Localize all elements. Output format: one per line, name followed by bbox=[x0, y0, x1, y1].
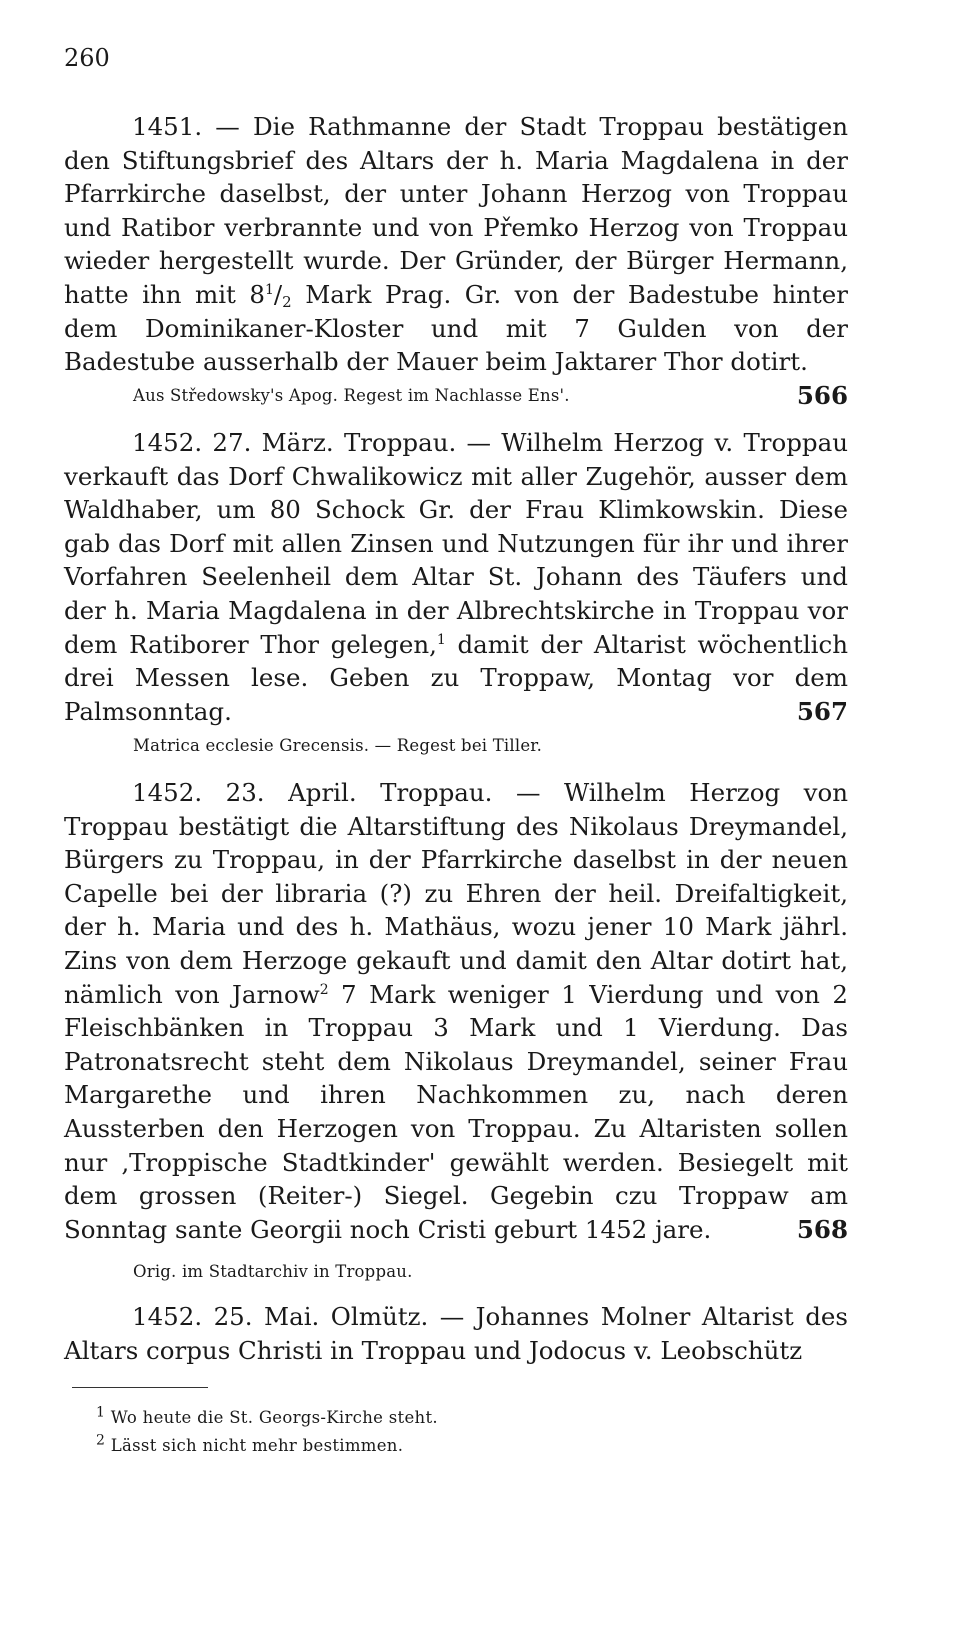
footnote-ref: 1 bbox=[436, 631, 446, 648]
entry-source: Aus Středowsky's Apog. Regest im Nachlasse Ens'. bbox=[133, 386, 570, 405]
fraction-numerator: 1 bbox=[264, 281, 274, 298]
footnote-text: Lässt sich nicht mehr bestimmen. bbox=[110, 1436, 404, 1455]
entry-text-after: Mark Prag. Gr. von der Badestube hinter dem Dominikaner-Kloster und mit 7 Gulden von der Badestube ausserhalb der Mauer beim Jaktarer Thor dotirt. bbox=[64, 279, 848, 377]
entry-text bbox=[64, 776, 848, 1246]
entry-text: 1451. — Die Rathmanne der Stadt Troppau bestätigen den Stiftungsbrief des Altars der h. Maria Magdalena in der Pfarrkirche daselbst, der unter Johann Herzog von Troppau und Ratibor verbrannte und von Přemko Herzog von Troppau wieder hergestellt wurde. Der Gründer, der Bürger Hermann, hatte ihn mit $8^1/_2$ Mark Prag. Gr. von der Badestube hinter dem Dominikaner-Kloster und mit 7 Gulden von der Badestube ausserhalb der Mauer beim Jaktarer Thor dotirt. 566 bbox=[64, 110, 848, 379]
footnote-text: Wo heute die St. Georgs-Kirche steht. bbox=[110, 1408, 438, 1427]
footnote-mark: 1 bbox=[96, 1404, 106, 1421]
entry-number: 566 bbox=[796, 380, 848, 410]
entry-text-after: damit der Altarist wöchentlich drei Messen lese. Geben zu Troppaw, Montag vor dem Palmsonntag. bbox=[64, 629, 848, 726]
entry-text: 1452. 25. Mai. Olmütz. — Johannes Molner Altarist des Altars corpus Christi in Troppau und Jodocus v. Leobschütz bbox=[64, 1302, 848, 1365]
entry-text-before: 1452. 23. April. Troppau. — Wilhelm Herzog von Troppau bestätigt die Altarstiftung des Nikolaus Dreymandel, Bürgers zu Troppau, in der Pfarrkirche daselbst in der neuen Capelle bei der libraria (?) zu Ehren der heil. Dreifaltigkeit, der h. Maria und des h. Mathäus, wozu jener 10 Mark jährl. Zins von dem Herzoge gekauft und damit den Altar dotirt hat, nämlich von Jarnow bbox=[64, 778, 848, 1009]
entry-source: Orig. im Stadtarchiv in Troppau. bbox=[133, 1262, 413, 1281]
footnote-ref: 2 bbox=[319, 981, 329, 998]
footnote-2 bbox=[96, 1432, 404, 1455]
entry-568 bbox=[64, 776, 848, 1246]
fraction-denominator: 2 bbox=[282, 292, 292, 311]
entry-566 bbox=[64, 110, 848, 412]
footnote-separator bbox=[72, 1387, 208, 1388]
entry-text-after: 7 Mark weniger 1 Vierdung und von 2 Fleischbänken in Troppau 3 Mark und 1 Vierdung. Das Patronatsrecht steht dem Nikolaus Dreymandel, seiner Frau Margarethe und ihren Nachkommen zu, nach deren Aussterben den Herzogen von Troppau. Zu Altaristen sollen nur ‚Troppische Stadtkinder' gewählt werden. Besiegelt mit dem grossen (Reiter-) Siegel. Gegebin czu Troppaw am Sonntag sante Georgii noch Cristi geburt 1452 jare. bbox=[64, 979, 848, 1244]
page-number: 260 bbox=[64, 44, 110, 72]
entry-text-before: 1452. 27. März. Troppau. — Wilhelm Herzog v. Troppau verkauft das Dorf Chwalikowicz mit aller Zugehör, ausser dem Waldhaber, um 80 Schock Gr. der Frau Klimkowskin. Diese gab das Dorf mit allen Zinsen und Nutzungen für ihr und ihrer Vorfahren Seelenheil dem Altar St. Johann des Täufers und der h. Maria Magdalena in der Albrechtskirche in Troppau vor dem Ratiborer Thor gelegen, bbox=[64, 428, 848, 659]
entry-569-start bbox=[64, 1300, 848, 1367]
entry-text-before: 1451. — Die Rathmanne der Stadt Troppau bestätigen den Stiftungsbrief des Altars der h. Maria Magdalena in der Pfarrkirche daselbst, der unter Johann Herzog von Troppau und Ratibor verbrannte und von Přemko Herzog von Troppau wieder hergestellt wurde. Der Gründer, der Bürger Hermann, hatte ihn mit 8 bbox=[64, 112, 848, 309]
entry-567 bbox=[64, 426, 848, 728]
entry-number: 568 bbox=[796, 1214, 848, 1244]
entry-text bbox=[64, 426, 848, 728]
footnote-1 bbox=[96, 1404, 438, 1427]
entry-source: Matrica ecclesie Grecensis. — Regest bei Tiller. bbox=[133, 736, 543, 755]
footnote-mark: 2 bbox=[96, 1432, 106, 1449]
entry-number: 567 bbox=[796, 696, 848, 726]
